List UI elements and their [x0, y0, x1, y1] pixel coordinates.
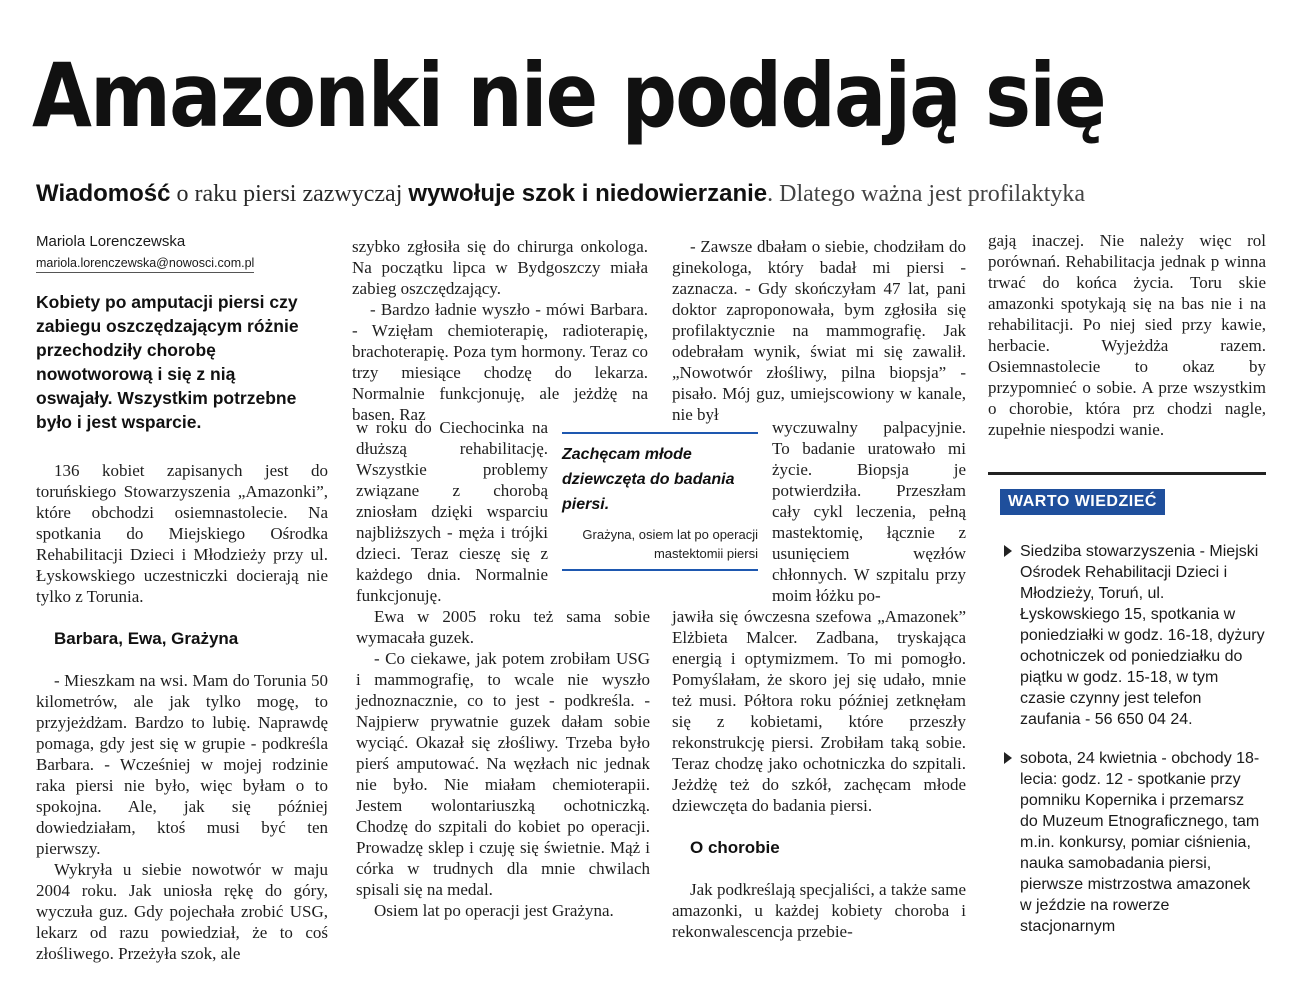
- col3-paragraph-4: Jak podkreślają specjaliści, a także same amazonki, u każdej kobiety choroba i rekonwalescencja przebie-: [672, 880, 966, 941]
- bullet-arrow-icon: [1004, 752, 1012, 764]
- pull-quote-attribution: Grażyna, osiem lat po operacji mastektomii piersi: [582, 527, 758, 561]
- col3-paragraph-2: wyczuwalny palpacyjnie. To badanie uratowało mi życie. Biopsja je potwierdziła. Przeszłam cały cykl leczenia, pełną mastektomię, łącznie z usunięciem węzłów chłonnych. W szpitalu przy moim łóżku po-: [772, 418, 966, 605]
- col3-paragraph-1: - Zawsze dbałam o siebie, chodziłam do ginekologa, który badał mi piersi - zaznacza. - Gdy skończyłam 47 lat, pani doktor zaproponowała, bym zgłosiła się profilaktycznie na mammografię. Jak odebrałam wynik, świat mi się zawalił. „Nowotwór złośliwy, pilna biopsja” - pisało. Mój guz, umiejscowiony w kanale, nie był: [672, 237, 966, 424]
- col1-paragraph-2: - Mieszkam na wsi. Mam do Torunia 50 kilometrów, ale jak tylko mogę, to przyjeżdżam. Bardzo to lubię. Naprawdę pomaga, gdy jest się w grupie - podkreśla Barbara. - Wcześniej w mojej rodzinie raka piersi nie było, więc byłam o to spokojna. Ale, jak się później dowiedziałam, ktoś musi być ten pierwszy.: [36, 671, 328, 858]
- col4-paragraph-1: gają inaczej. Nie należy więc rol porównań. Rehabilitacja jednak p winna trwać do końca życia. Toru skie amazonki spotykają się na bas nie i na rehabilitacji. Po niej sied przy kawie, herbacie. Wyjeżdża razem. Osiemnastolecie to okaz by przypomnieć o sobie. A prze wszystkim o chorobie, która prz chodzi nagle, zupełnie niespodzi wanie.: [988, 231, 1266, 439]
- author-name: Mariola Lorenczewska: [36, 233, 186, 250]
- col2-paragraph-4: Ewa w 2005 roku też sama sobie wymacała guzek.: [356, 607, 650, 647]
- box-item-text: sobota, 24 kwietnia - obchody 18-lecia: godz. 12 - spotkanie przy pomniku Kopernika i przemarsz do Muzeum Etnograficznego, tam m.in. konkursy, pomiar ciśnienia, nauka samobadania piersi, pierwsze mistrzostwa amazonek w jeździe na rowerze stacjonarnym: [1020, 750, 1260, 935]
- col2-paragraph-1: szybko zgłosiła się do chirurga onkologa. Na początku lipca w Bydgoszczy miała zabieg oszczędzający.: [352, 237, 648, 298]
- column-2-bottom: [356, 606, 650, 921]
- box-item-2: [1004, 748, 1266, 937]
- col2-paragraph-3: w roku do Ciechocinka na dłuższą rehabilitację. Wszystkie problemy związane z chorobą zniosłam dzięki wsparciu najbliższych - męża i trójki dzieci. Teraz cieszę się z każdego dnia. Normalnie funkcjonuję.: [356, 418, 548, 605]
- column-3-bottom: [672, 606, 966, 942]
- lead-paragraph: [36, 180, 1266, 209]
- intro-block: [36, 290, 314, 434]
- col1-subhead: Barbara, Ewa, Grażyna: [54, 629, 239, 648]
- col3-subhead: O chorobie: [690, 838, 780, 857]
- lead-text-1: o raku piersi zazwyczaj: [170, 181, 409, 207]
- col2-paragraph-2: - Bardzo ładnie wyszło - mówi Barbara. - Wzięłam chemioterapię, radioterapię, brachoterapię. Poza tym hormony. Teraz co trzy miesiące chodzę do lekarza. Normalnie funkcjonuję, ale jeżdżę na basen. Raz: [352, 300, 648, 424]
- col1-paragraph-1: 136 kobiet zapisanych jest do toruńskiego Stowarzyszenia „Amazonki”, które obchodzi osiemnastolecie. Na spotkania do Miejskiego Ośrodka Rehabilitacji Dzieci i Młodzieży przy ul. Łyskowskiego uczestniczki docierają nie tylko z Torunia.: [36, 461, 328, 606]
- col1-paragraph-3: Wykryła u siebie nowotwór w maju 2004 roku. Jak uniosła rękę do góry, wyczuła guz. Gdy pojechała zrobić USG, lekarz od razu powiedział, że to coś złośliwego. Przeżyła szok, ale: [36, 860, 328, 963]
- column-3-top: [672, 236, 966, 425]
- author-email[interactable]: mariola.lorenczewska@nowosci.com.pl: [36, 254, 254, 273]
- intro-paragraph: Kobiety po amputacji piersi czy zabiegu oszczędzającym różnie przechodziły chorobę nowotworową i się z nią oswajały. Wszystkim potrzebne było i jest wsparcie.: [36, 292, 299, 432]
- box-item-1: [1004, 541, 1266, 730]
- column-1: [36, 460, 328, 964]
- pull-quote-text: Zachęcam młode dziewczęta do badania piersi.: [562, 446, 735, 513]
- lead-text-2: . Dlatego ważna jest profilaktyka: [767, 181, 1086, 207]
- box-title: WARTO WIEDZIEĆ: [1000, 489, 1165, 515]
- col3-paragraph-3: jawiła się ówczesna szefowa „Amazonek” Elżbieta Malcer. Zadbana, tryskająca energią i optymizmem. To mi pomogło. Pomyślałam, że skoro jej się udało, mnie też musi. Półtora roku później zetknęłam się z kobietami, które przeszły rekonstrukcję piersi. Zrobiłam taką sobie. Teraz chodzę jako ochotniczka do szpitali. Jeżdżę też do szkół, zachęcam młode dziewczęta do badania piersi.: [672, 607, 966, 815]
- column-2-top: [352, 236, 648, 425]
- col2-paragraph-6: Osiem lat po operacji jest Grażyna.: [374, 901, 614, 920]
- lead-bold-2: wywołuje szok i niedowierzanie: [408, 180, 768, 207]
- column-4: [988, 230, 1266, 462]
- column-3-narrow: [772, 417, 966, 606]
- pull-quote-box: [562, 432, 758, 571]
- lead-bold-1: Wiadomość: [36, 180, 171, 207]
- bullet-arrow-icon: [1004, 545, 1012, 557]
- column-2-narrow: [356, 417, 548, 606]
- headline: Amazonki nie poddają się: [32, 44, 1105, 147]
- col2-paragraph-5: - Co ciekawe, jak potem zrobiłam USG i mammografię, to wcale nie wyszło jednoznacznie, co to jest - podkreśla. - Najpierw prywatnie guzek dałam sobie wyciąć. Okazał się złośliwy. Trzeba było pierś amputować. Na węzłach nic jednak nie było. Nie miałam chemioterapii. Jestem wolontariuszką ochotniczką. Chodzę do szpitali do kobiet po operacji. Prowadzę sklep i czuję się świetnie. Mąż i córka w trudnych dla mnie chwilach spisali się na medal.: [356, 649, 650, 899]
- box-divider: [988, 472, 1266, 475]
- byline: [36, 232, 336, 273]
- box-item-text: Siedziba stowarzyszenia - Miejski Ośrodek Rehabilitacji Dzieci i Młodzieży, Toruń, ul. Łyskowskiego 15, spotkania w poniedziałki w godz. 16-18, dyżury ochotniczek od poniedziałku do piątku w godz. 15-18, w tym czasie czynny jest telefon zaufania - 56 650 04 24.: [1020, 543, 1265, 728]
